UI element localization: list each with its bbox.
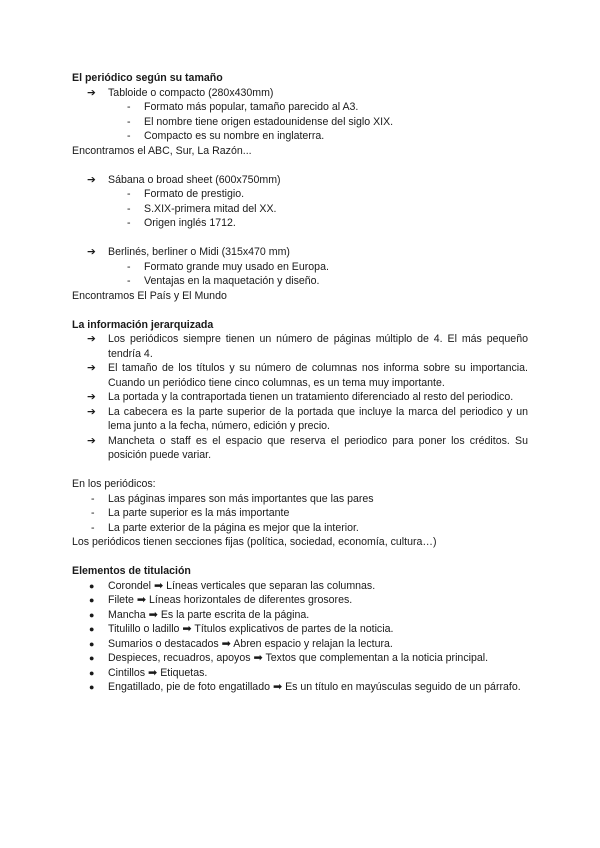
list-item: ● Despieces, recuadros, apoyos ➡ Textos que complementan a la noticia principal. <box>89 652 489 664</box>
sub-item: - Formato grande muy usado en Europa. <box>127 260 329 273</box>
arrow-icon: ➔ <box>87 246 96 258</box>
list-item: ● Corondel ➡ Líneas verticales que separan las columnas. <box>89 579 376 592</box>
arrow-icon: ➔ <box>87 362 96 374</box>
right-arrow-icon: ➡ <box>182 623 192 635</box>
list-item-label: Tabloide o compacto (280x430mm) <box>108 86 274 99</box>
bullet-icon: ● <box>89 580 95 591</box>
arrow-icon: ➔ <box>87 405 96 418</box>
list-item: ➔ Mancheta o staff es el espacio que reserva el periodico para poner los créditos. Su posición puede variar. <box>87 434 528 461</box>
sub-item: - El nombre tiene origen estadounidense del siglo XIX. <box>127 115 394 128</box>
dash-icon: - <box>91 521 95 534</box>
bullet-icon: ● <box>89 638 95 649</box>
bullet-icon: ● <box>89 609 95 620</box>
list-item: ➔ La cabecera es la parte superior de la portada que incluye la marca del periodico y un lema junto a la fecha, número, edición y precio. <box>87 405 528 432</box>
paragraph-note: Encontramos El País y El Mundo <box>72 289 227 302</box>
paragraph-note: Los periódicos tienen secciones fijas (política, sociedad, economía, cultura…) <box>72 536 437 548</box>
right-arrow-icon: ➡ <box>148 666 158 679</box>
arrow-icon: ➔ <box>87 173 96 186</box>
list-item: ● Titulillo o ladillo ➡ Títulos explicativos de partes de la noticia. <box>89 623 394 635</box>
bullet-icon: ● <box>89 624 95 634</box>
sub-item: - La parte superior es la más importante <box>91 507 290 519</box>
section-title-titulacion: Elementos de titulación <box>72 565 191 577</box>
arrow-icon: ➔ <box>87 391 96 403</box>
list-item: ● Mancha ➡ Es la parte escrita de la página. <box>89 608 310 621</box>
list-item: ● Sumarios o destacados ➡ Abren espacio y relajan la lectura. <box>89 637 393 650</box>
sub-item: - Las páginas impares son más importantes que las pares <box>91 492 374 505</box>
dash-icon: - <box>127 202 131 215</box>
sub-item: - Ventajas en la maquetación y diseño. <box>127 275 320 287</box>
bullet-icon: ● <box>89 667 95 678</box>
paragraph-intro: En los periódicos: <box>72 478 156 490</box>
right-arrow-icon: ➡ <box>136 594 147 606</box>
right-arrow-icon: ➡ <box>148 608 158 621</box>
list-item: ➔ El tamaño de los títulos y su número de columnas nos informa sobre su importancia. Cuando un periódico tiene cinco columnas, es un tema muy importante. <box>87 362 528 389</box>
dash-icon: - <box>127 217 131 229</box>
section-title-tamano: El periódico según su tamaño <box>72 72 223 84</box>
right-arrow-icon: ➡ <box>221 637 231 650</box>
dash-icon: - <box>127 130 131 142</box>
list-item-tabloide <box>72 86 528 101</box>
list-item-label: Sábana o broad sheet (600x750mm) <box>108 173 281 186</box>
dash-icon: - <box>127 101 131 113</box>
list-item: ● Engatillado, pie de foto engatillado ➡ Es un título en mayúsculas seguido de un párrafo. <box>89 681 521 693</box>
right-arrow-icon: ➡ <box>253 652 263 664</box>
dash-icon: - <box>127 188 131 200</box>
arrow-icon: ➔ <box>87 434 96 447</box>
list-item: ● Cintillos ➡ Etiquetas. <box>89 666 208 679</box>
sub-item: - Formato de prestigio. <box>127 188 245 200</box>
dash-icon: - <box>127 275 131 287</box>
sub-item: - La parte exterior de la página es mejor que la interior. <box>91 521 359 534</box>
bullet-icon: ● <box>89 653 95 663</box>
sub-item: - Origen inglés 1712. <box>127 217 236 229</box>
list-item: ➔ La portada y la contraportada tienen un tratamiento diferenciado al resto del periodico. <box>87 391 514 403</box>
dash-icon: - <box>91 492 95 505</box>
list-item-berlines <box>72 245 528 260</box>
list-item: ● Filete ➡ Líneas horizontales de diferentes grosores. <box>89 594 353 606</box>
dash-icon: - <box>127 260 131 273</box>
sub-item: - Formato más popular, tamaño parecido al A3. <box>127 101 359 113</box>
bullet-icon: ● <box>89 682 95 692</box>
list-item: ➔ Los periódicos siempre tienen un número de páginas múltiplo de 4. El más pequeño tendría 4. <box>87 333 528 360</box>
list-item-label: Berlinés, berliner o Midi (315x470 mm) <box>108 246 290 258</box>
document-page <box>72 71 528 695</box>
arrow-icon: ➔ <box>87 86 96 99</box>
dash-icon: - <box>127 115 131 128</box>
paragraph-note: Encontramos el ABC, Sur, La Razón... <box>72 144 252 157</box>
right-arrow-icon: ➡ <box>272 681 283 693</box>
sub-item: - Compacto es su nombre en inglaterra. <box>127 130 325 142</box>
right-arrow-icon: ➡ <box>153 579 164 592</box>
arrow-icon: ➔ <box>87 333 96 345</box>
list-item-sabana <box>72 173 528 188</box>
bullet-icon: ● <box>89 595 95 605</box>
sub-item: - S.XIX-primera mitad del XX. <box>127 202 277 215</box>
section-title-jerarquia: La información jerarquizada <box>72 318 214 331</box>
dash-icon: - <box>91 507 95 519</box>
